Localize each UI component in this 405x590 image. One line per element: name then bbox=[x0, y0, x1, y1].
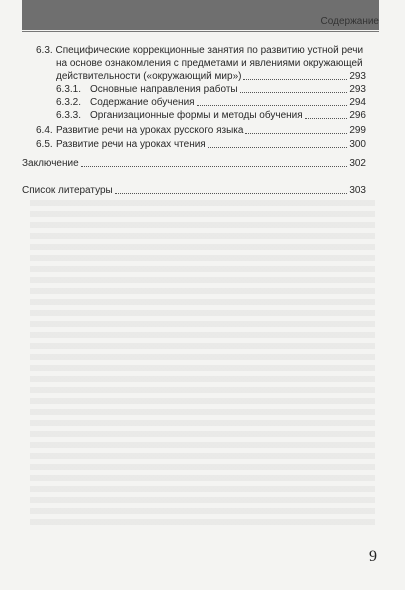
toc-page: 303 bbox=[349, 185, 366, 196]
toc-number: 6.3. bbox=[36, 45, 53, 56]
toc-entry-6-3 bbox=[36, 44, 363, 57]
toc-entry-6-3-line3 bbox=[56, 70, 366, 83]
leader-dots bbox=[245, 132, 347, 134]
toc-label: на основе ознакомления с предметами и явлениями окружающей bbox=[56, 58, 363, 69]
toc-page: 299 bbox=[349, 125, 366, 136]
toc-number: 6.3.2. bbox=[56, 97, 82, 108]
leader-dots bbox=[115, 192, 348, 194]
toc-entry-conclusion bbox=[22, 157, 366, 170]
toc-label: Специфические коррекционные занятия по развитию устной речи bbox=[55, 45, 364, 56]
toc-label: Содержание обучения bbox=[90, 97, 195, 108]
toc-number: 6.5. bbox=[36, 139, 53, 150]
toc-page: 302 bbox=[349, 158, 366, 169]
leader-dots bbox=[208, 146, 348, 148]
toc-page: 296 bbox=[349, 110, 366, 121]
toc-label: Основные направления работы bbox=[90, 84, 238, 95]
toc-label: Развитие речи на уроках чтения bbox=[56, 139, 206, 150]
toc-number: 6.3.1. bbox=[56, 84, 82, 95]
toc-page: 293 bbox=[349, 84, 366, 95]
toc-label: Организационные формы и методы обучения bbox=[90, 110, 303, 121]
leader-dots bbox=[305, 117, 348, 119]
toc-entry-6-3-3 bbox=[56, 109, 366, 122]
toc-label: Заключение bbox=[22, 158, 79, 169]
toc-entry-references bbox=[22, 184, 366, 197]
leader-dots bbox=[240, 91, 348, 93]
toc-entry-6-3-2 bbox=[56, 96, 366, 109]
toc-number: 6.4. bbox=[36, 125, 53, 136]
running-header: Содержание bbox=[320, 16, 379, 27]
toc-label: Развитие речи на уроках русского языка bbox=[56, 125, 244, 136]
leader-dots bbox=[243, 78, 347, 80]
toc-entry-6-3-line2 bbox=[56, 57, 363, 70]
toc-page: 294 bbox=[349, 97, 366, 108]
toc-entry-6-4 bbox=[36, 124, 366, 137]
leader-dots bbox=[197, 104, 348, 106]
toc-label: Список литературы bbox=[22, 185, 113, 196]
toc-label: действительности («окружающий мир») bbox=[56, 71, 242, 82]
toc-page: 300 bbox=[349, 139, 366, 150]
leader-dots bbox=[81, 165, 348, 167]
toc-number: 6.3.3. bbox=[56, 110, 82, 121]
toc-page: 293 bbox=[349, 71, 366, 82]
toc-entry-6-5 bbox=[36, 138, 366, 151]
page-number: 9 bbox=[369, 548, 377, 565]
toc-entry-6-3-1 bbox=[56, 83, 366, 96]
